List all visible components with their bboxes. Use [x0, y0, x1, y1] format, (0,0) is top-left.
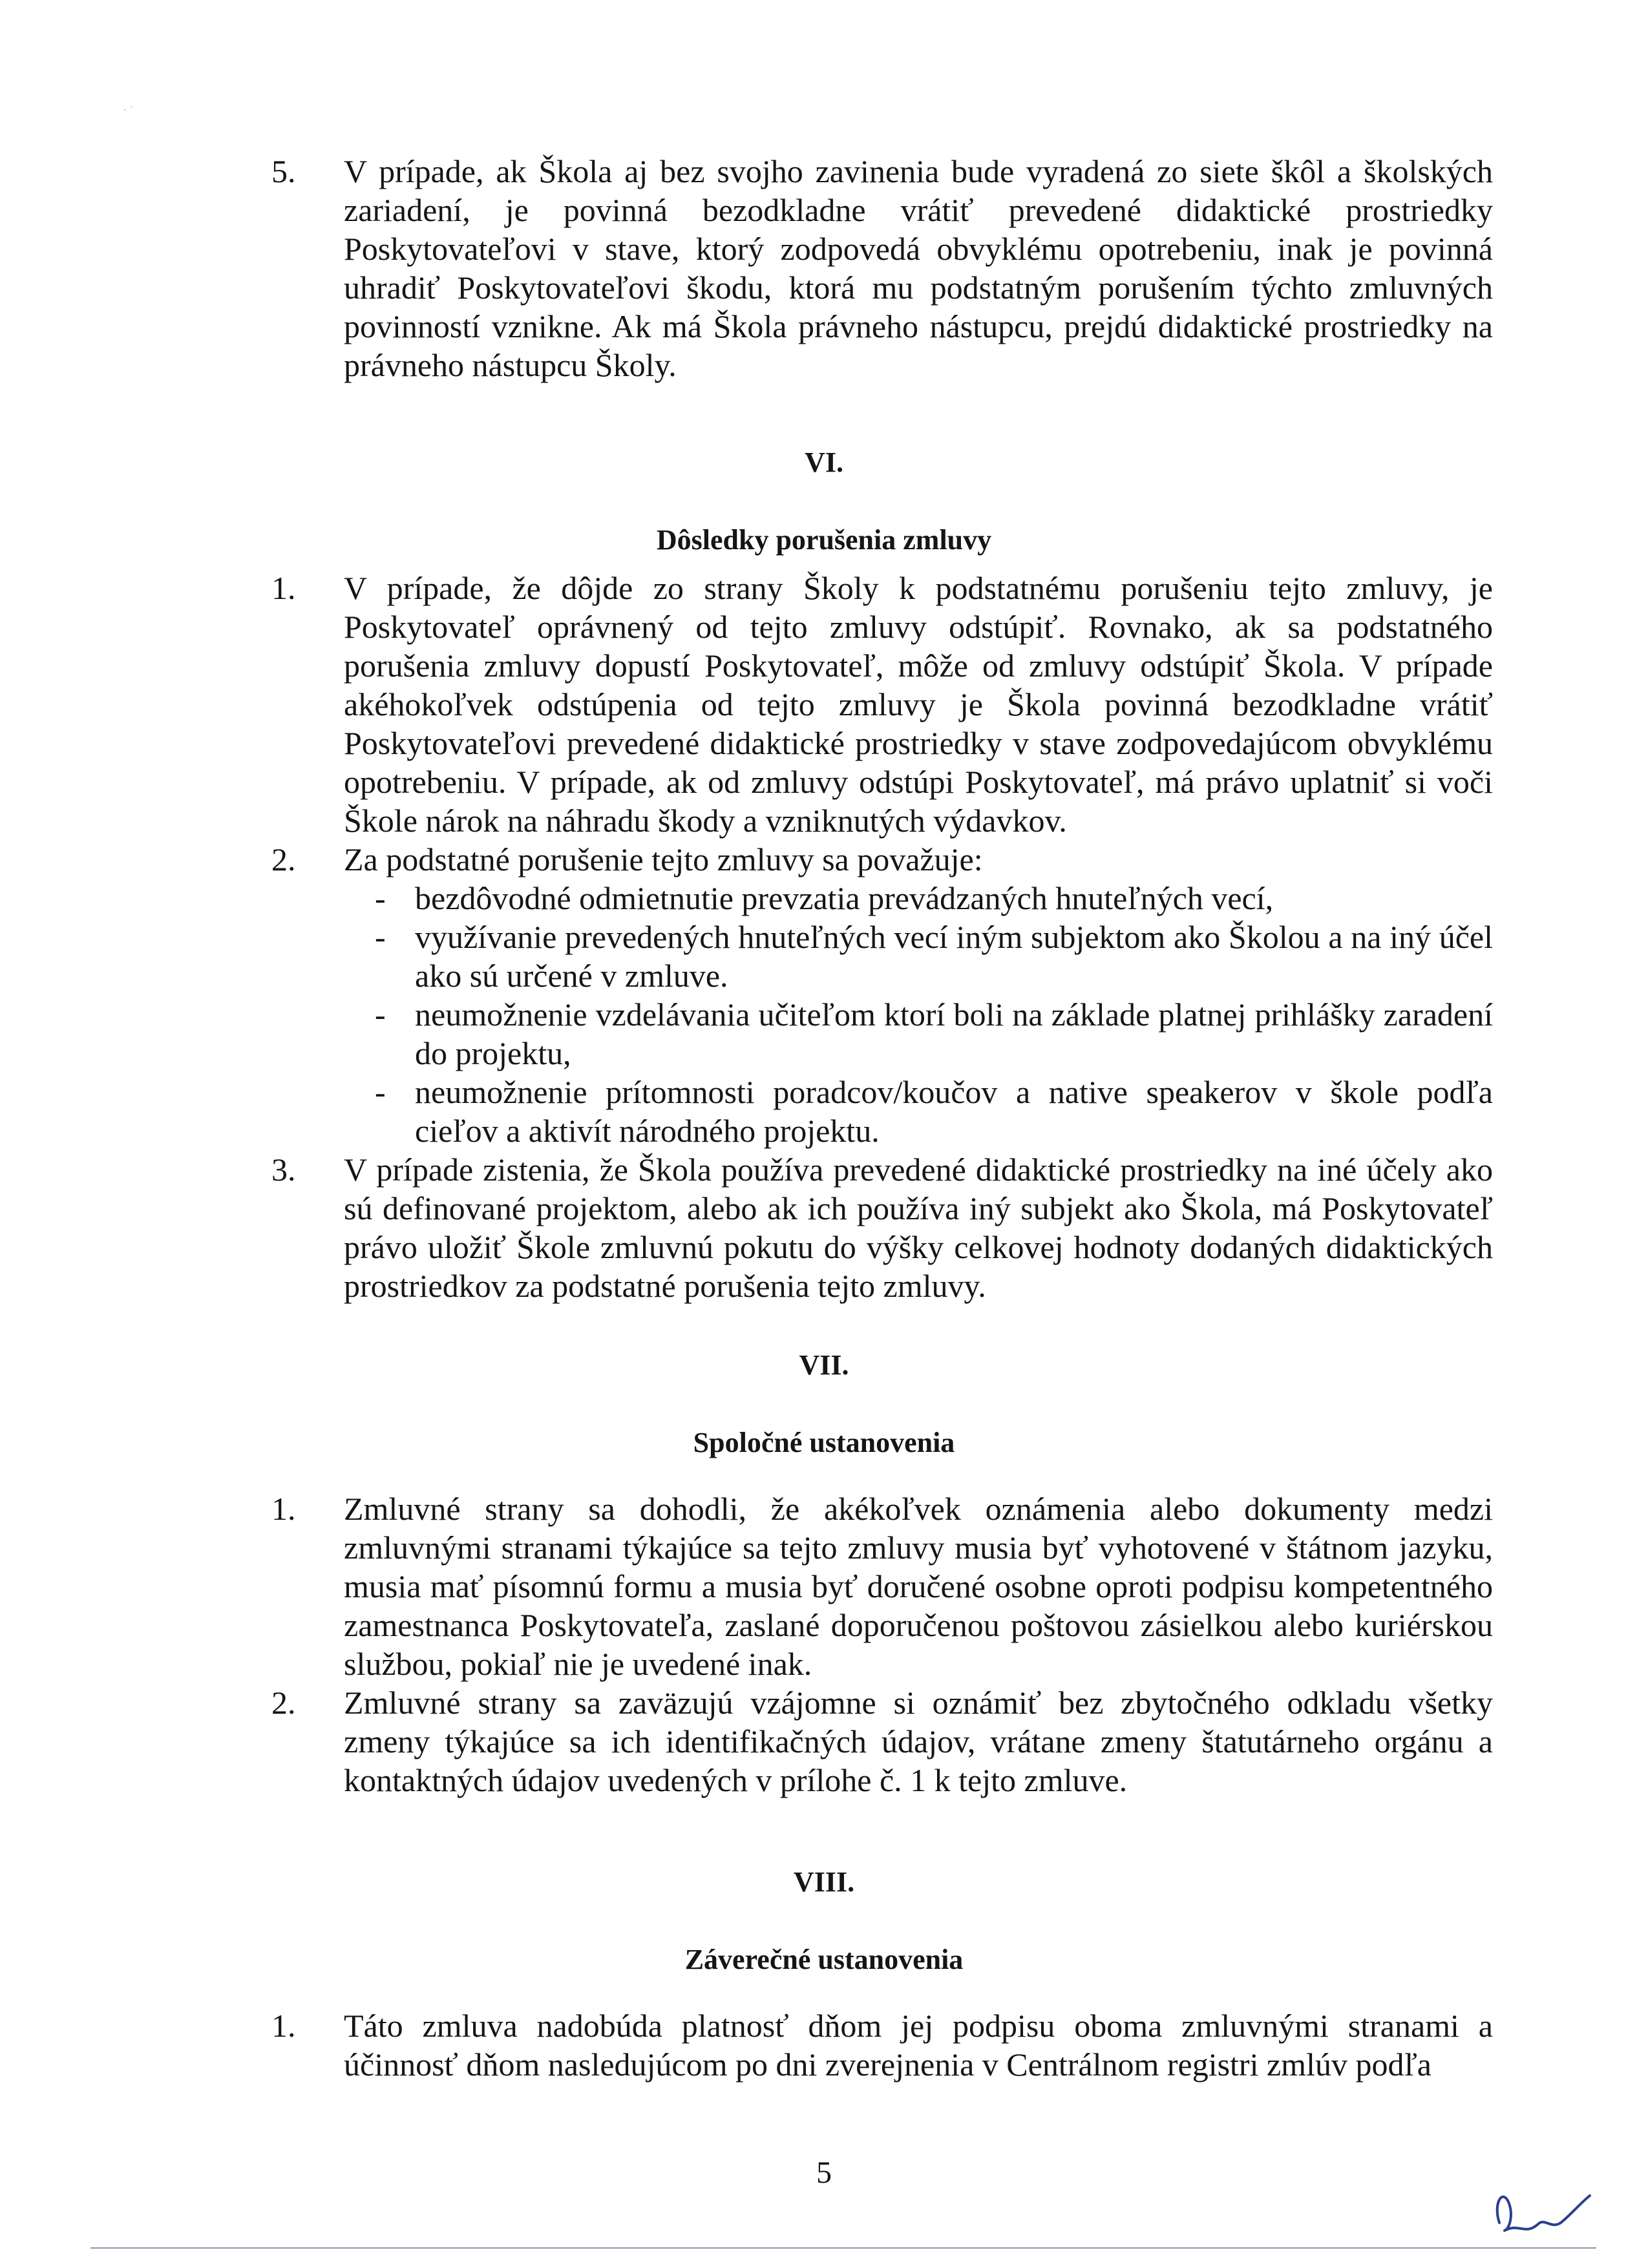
section-viii-body: [271, 2006, 1493, 2084]
section-viii-title: Záverečné ustanovenia: [684, 1944, 964, 1975]
item-number: 1.: [271, 1491, 296, 1527]
item-number: 2.: [271, 1685, 296, 1721]
item-number: 5.: [271, 153, 296, 189]
item-text: Táto zmluva nadobúda platnosť dňom jej podpisu oboma zmluvnými stranami a účinnosť dňom nasledujúcom po dni zverejnenia v Centrálnom registri zmlúv podľa: [344, 2008, 1493, 2083]
item-text: V prípade, že dôjde zo strany Školy k podstatnému porušeniu tejto zmluvy, je Poskytovateľ oprávnený od tejto zmluvy odstúpiť. Rovnako, ak sa podstatného porušenia zmluvy dopustí Poskytovateľ, môže od zmluvy odstúpiť Škola. V prípade akéhokoľvek odstúpenia od tejto zmluvy je Škola povinná bezodkladne vrátiť Poskytovateľovi prevedené didaktické prostriedky v stave zodpovedajúcom obvyklému opotrebeniu. V prípade, ak od zmluvy odstúpi Poskytovateľ, má právo uplatniť si voči Škole nárok na náhradu škody a vzniknutých výdavkov.: [344, 570, 1493, 839]
bullet-dash: -: [375, 1074, 386, 1110]
item-number: 3.: [271, 1151, 296, 1188]
list-item: [271, 840, 1493, 879]
sub-item-text: využívanie prevedených hnuteľných vecí iným subjektom ako Školou a na iný účel ako sú určené v zmluve.: [415, 919, 1493, 994]
item-text: Zmluvné strany sa zaväzujú vzájomne si oznámiť bez zbytočného odkladu všetky zmeny týkajúce sa ich identifikačných údajov, vrátane zmeny štatutárneho orgánu a kontaktných údajov uvedených v prílohe č. 1 k tejto zmluve.: [344, 1685, 1493, 1798]
item-text: V prípade, ak Škola aj bez svojho zavinenia bude vyradená zo siete škôl a školských zariadení, je povinná bezodkladne vrátiť prevedené didaktické prostriedky Poskytovateľovi v stave, ktorý zodpovedá obvyklému opotrebeniu, inak je povinná uhradiť Poskytovateľovi škodu, ktorá mu podstatným porušením týchto zmluvných povinností vznikne. Ak má Škola právneho nástupcu, prejdú didaktické prostriedky na právneho nástupcu Školy.: [344, 153, 1493, 383]
sub-list-item: [375, 918, 1493, 995]
section-vii-title: Spoločné ustanovenia: [693, 1427, 955, 1458]
sub-list-item: [375, 1073, 1493, 1150]
section-vi-title: Dôsledky porušenia zmluvy: [656, 524, 992, 556]
sub-list-item: [375, 879, 1493, 918]
section-viii-numeral: VIII.: [793, 1866, 855, 1898]
item-number: 1.: [271, 2008, 296, 2044]
sub-item-text: bezdôvodné odmietnutie prevzatia prevádzaných hnuteľných vecí,: [415, 880, 1274, 916]
item-number: 1.: [271, 570, 296, 606]
item-number: 2.: [271, 841, 296, 877]
list-item: [271, 152, 1493, 384]
item-text: Zmluvné strany sa dohodli, že akékoľvek oznámenia alebo dokumenty medzi zmluvnými stranami týkajúce sa tejto zmluvy musia byť vyhotovené v štátnom jazyku, musia mať písomnú formu a musia byť doručené osobne oproti podpisu kompetentného zamestnanca Poskytovateľa, zaslané doporučenou poštovou zásielkou alebo kuriérskou službou, pokiaľ nie je uvedené inak.: [344, 1491, 1493, 1682]
section-vi-numeral: VI.: [805, 446, 843, 478]
section-vii-body: [271, 1489, 1493, 1800]
page-number: 5: [816, 2156, 832, 2190]
list-item: [271, 2006, 1493, 2084]
bullet-dash: -: [375, 996, 386, 1033]
bullet-dash: -: [375, 919, 386, 955]
sub-item-text: neumožnenie prítomnosti poradcov/koučov a native speakerov v škole podľa cieľov a aktivít národného projektu.: [415, 1074, 1493, 1149]
page-bottom-rule: [90, 2247, 1596, 2249]
sub-item-text: neumožnenie vzdelávania učiteľom ktorí boli na základe platnej prihlášky zaradení do projektu,: [415, 996, 1493, 1071]
item-text: V prípade zistenia, že Škola používa prevedené didaktické prostriedky na iné účely ako sú definované projektom, alebo ak ich používa iný subjekt ako Škola, má Poskytovateľ právo uložiť Škole zmluvnú pokutu do výšky celkovej hodnoty dodaných didaktických prostriedkov za podstatné porušenia tejto zmluvy.: [344, 1151, 1493, 1304]
section-vi-body: [271, 569, 1493, 1305]
list-item: [271, 569, 1493, 840]
item-text: Za podstatné porušenie tejto zmluvy sa považuje:: [344, 841, 983, 877]
signature-initials: [1486, 2178, 1596, 2242]
bullet-dash: -: [375, 880, 386, 916]
section-v-tail: [271, 152, 1493, 384]
section-vii-numeral: VII.: [799, 1349, 849, 1381]
list-item: [271, 1150, 1493, 1305]
list-item: [271, 1683, 1493, 1800]
scan-artifact: · ˙: [123, 103, 134, 116]
sub-list-item: [375, 995, 1493, 1073]
list-item: [271, 1489, 1493, 1683]
